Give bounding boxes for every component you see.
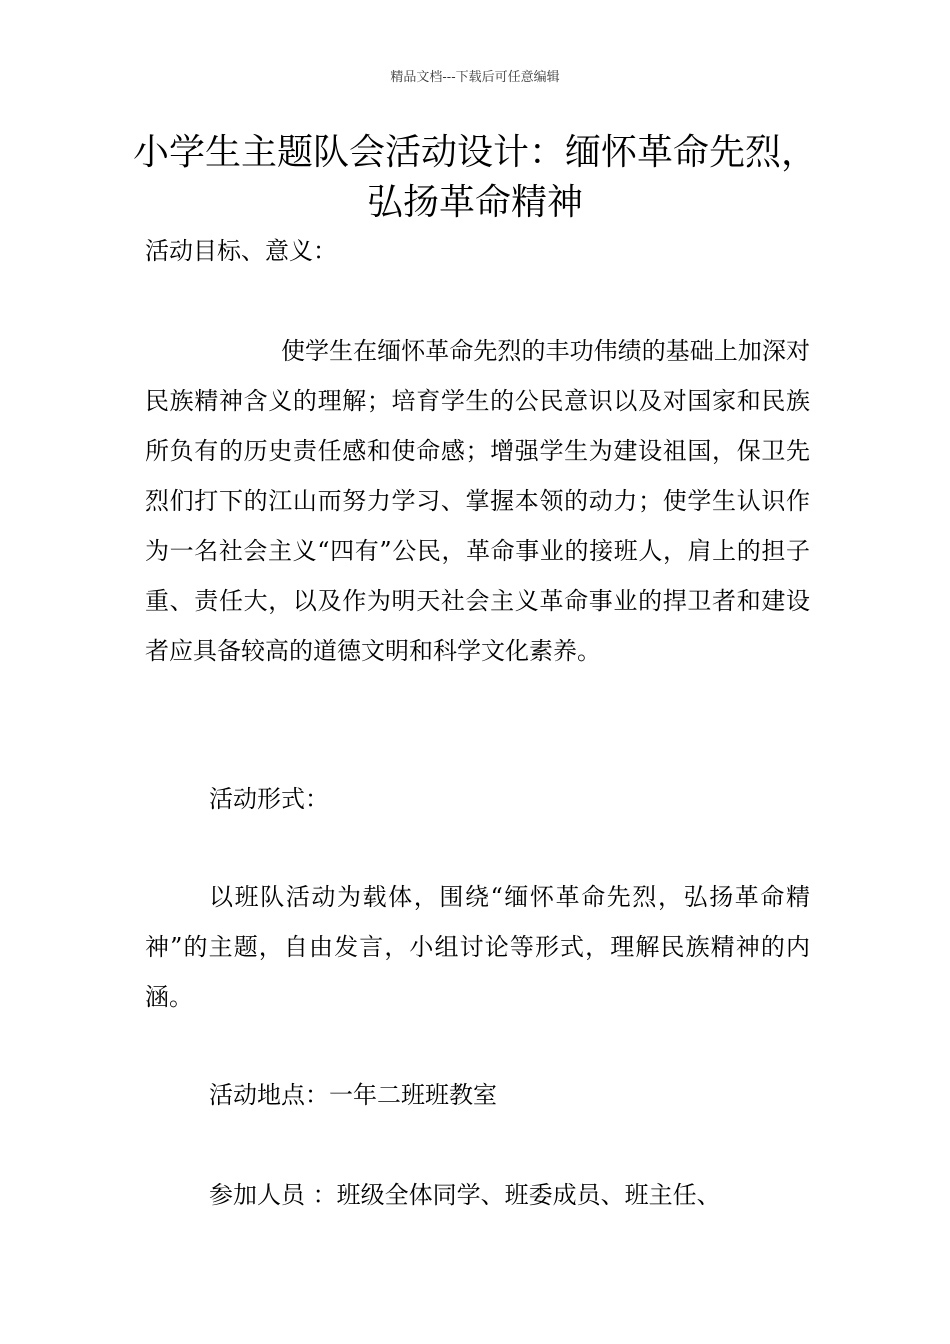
participants-line: 参加人员 ：班级全体同学、班委成员、班主任、	[209, 1181, 721, 1209]
header-note: 精品文档---下载后可任意编辑	[390, 70, 560, 85]
goal-heading: 活动目标、意义：	[145, 237, 337, 265]
place-line: 活动地点：一年二班班教室	[209, 1081, 497, 1109]
form-paragraph: 以班队活动为载体，围绕“缅怀革命先烈，弘扬革命精神”的主题，自由发言，小组讨论等形式，理解民族精神的内涵。	[145, 883, 810, 1011]
goal-paragraph: 使学生在缅怀革命先烈的丰功伟绩的基础上加深对民族精神含义的理解；培育学生的公民意识以及对国家和民族所负有的历史责任感和使命感；增强学生为建设祖国，保卫先烈们打下的江山而努力学习、掌握本领的动力；使学生认识作为一名社会主义“四有”公民，革命事业的接班人，肩上的担子重、责任大，以及作为明天社会主义革命事业的捍卫者和建设者应具备较高的道德文明和科学文化素养。	[145, 337, 810, 665]
form-heading: 活动形式：	[209, 785, 329, 813]
document-title: 小学生主题队会活动设计：缅怀革命先烈，弘扬革命精神	[132, 132, 817, 223]
